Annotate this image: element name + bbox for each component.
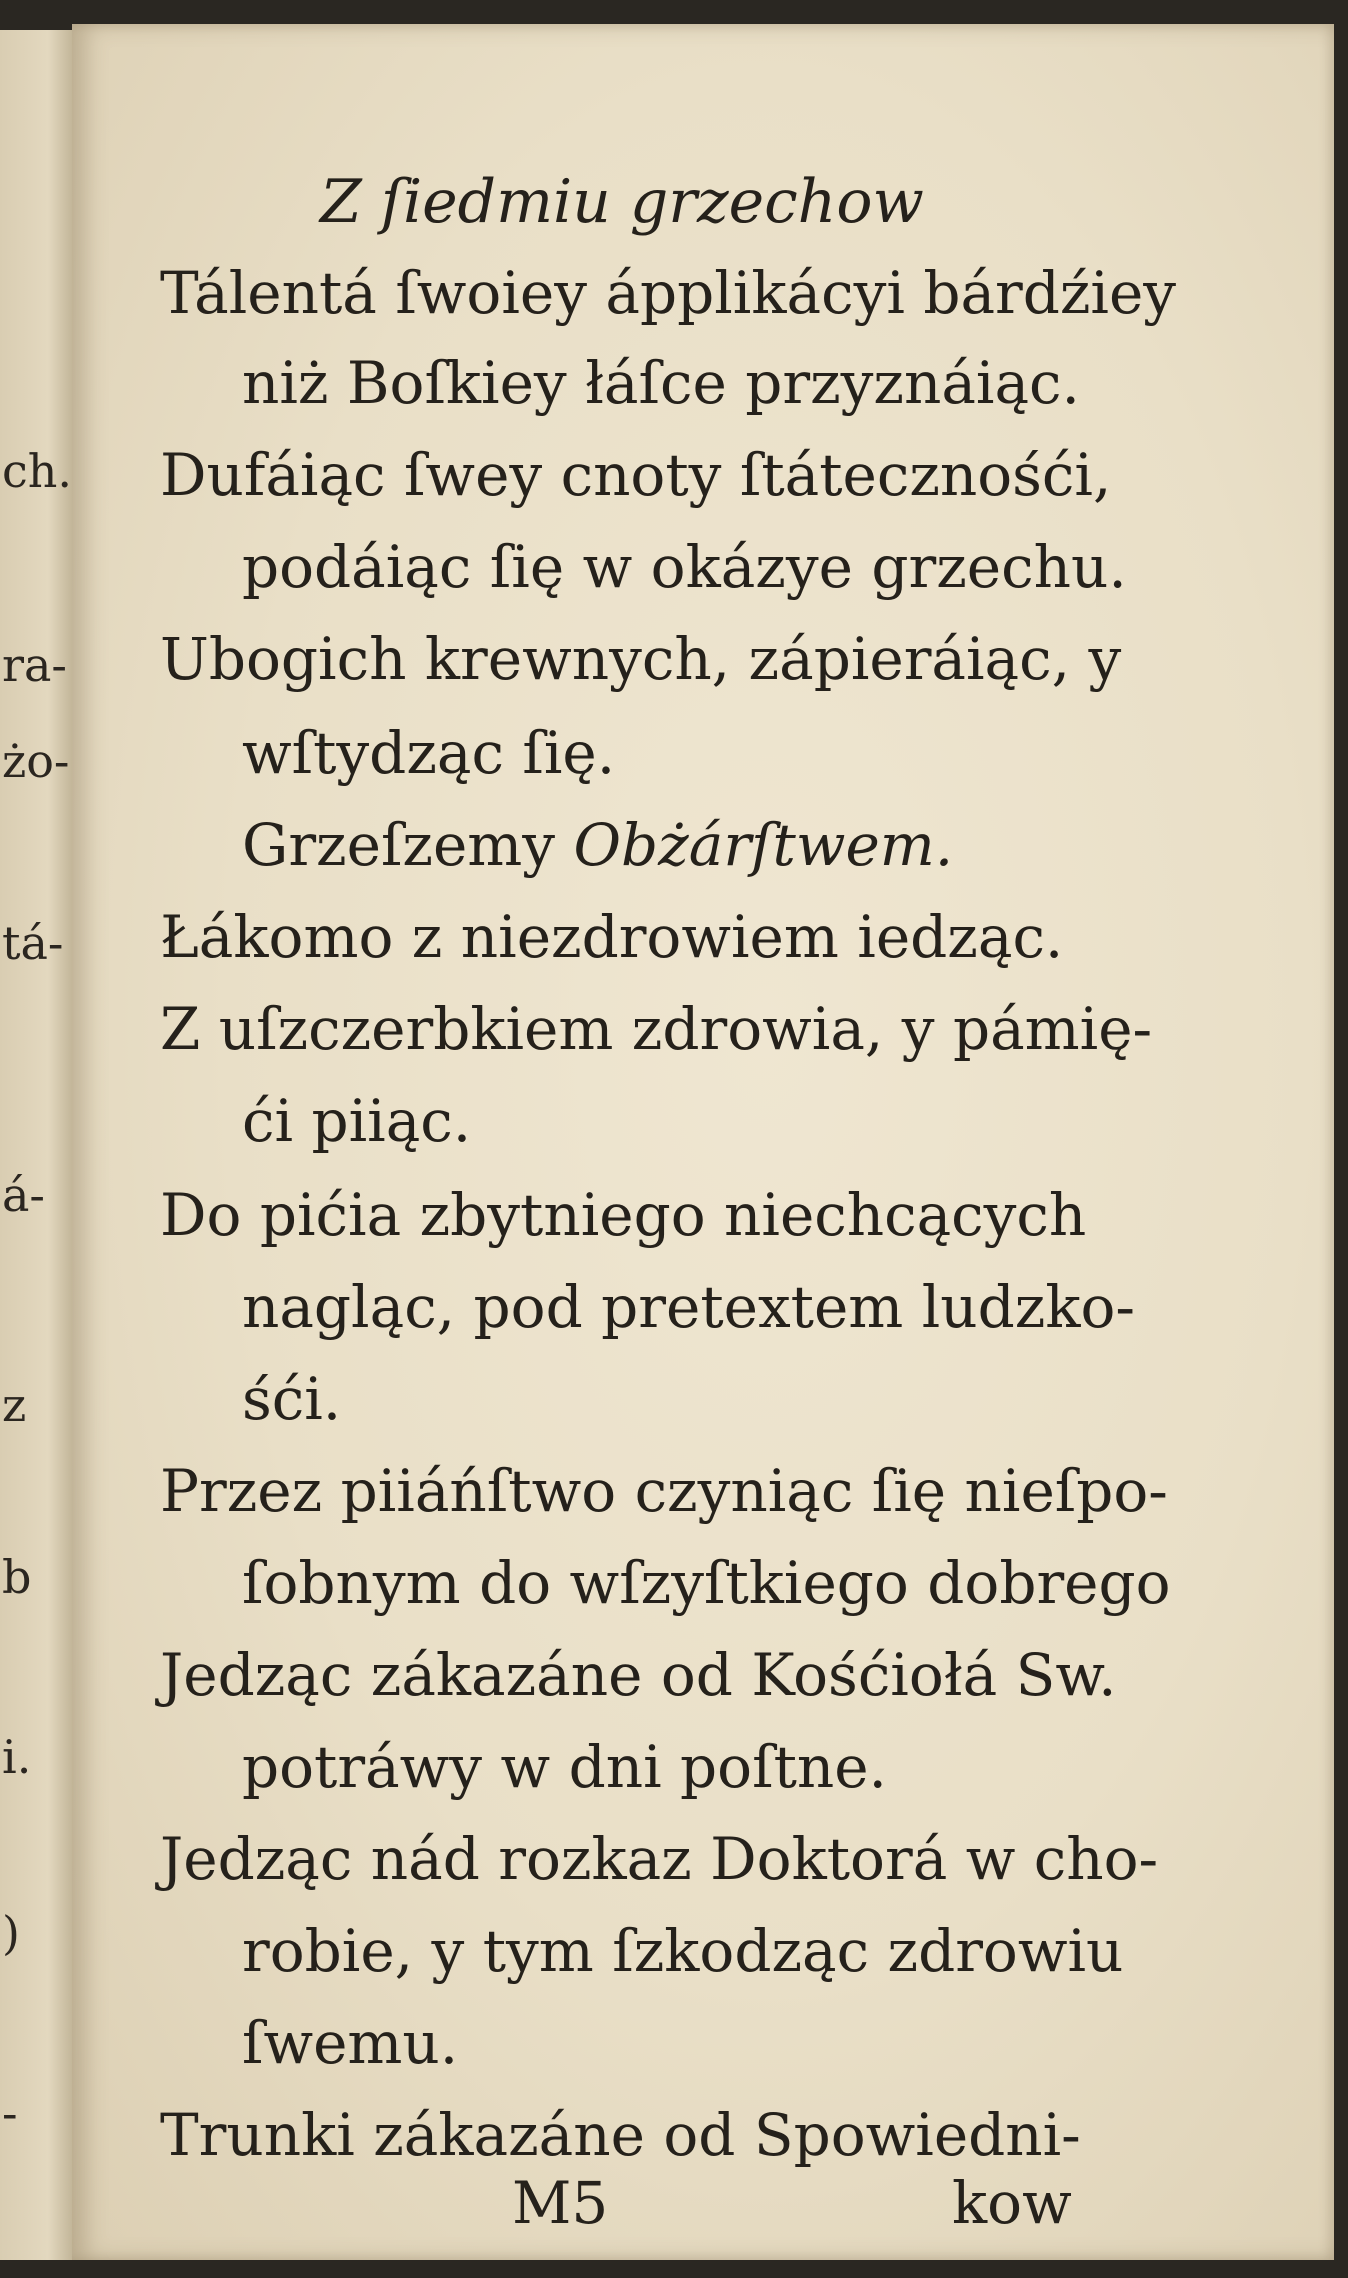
- text-line: Z uſzczerbkiem zdrowia, y pámię-: [160, 995, 1153, 1063]
- text-line: śći.: [242, 1365, 342, 1433]
- section-heading: [242, 811, 954, 879]
- margin-fragment: ch.: [2, 444, 73, 498]
- running-head: Z ſiedmiu grzechow: [320, 167, 924, 237]
- signature-mark: M5: [512, 2169, 609, 2237]
- margin-fragment: ra-: [2, 638, 67, 692]
- text-line: Do pićia zbytniego niechcących: [160, 1181, 1087, 1249]
- text-line: ſwemu.: [242, 2009, 459, 2077]
- text-line: niż Boſkiey łáſce przyznáiąc.: [242, 349, 1080, 417]
- margin-fragment: b: [2, 1550, 32, 1604]
- text-line: robie, y tym ſzkodząc zdrowiu: [242, 1917, 1124, 1985]
- previous-page-edge: [0, 30, 80, 2260]
- text-line: Dufáiąc ſwey cnoty ſtátecznośći,: [160, 441, 1112, 509]
- text-line: ći piiąc.: [242, 1087, 472, 1155]
- section-heading-roman: Grzeſzemy: [242, 811, 556, 879]
- text-line: Tálentá ſwoiey ápplikácyi bárdźiey: [160, 259, 1177, 327]
- text-line: Łákomo z niezdrowiem iedząc.: [160, 903, 1064, 971]
- page-leaf: [72, 24, 1334, 2260]
- margin-fragment: -: [2, 2086, 18, 2140]
- catchword: kow: [952, 2169, 1072, 2237]
- text-line: wſtydząc ſię.: [242, 719, 616, 787]
- text-line: ſobnym do wſzyſtkiego dobrego: [242, 1549, 1171, 1617]
- text-line: Jedząc nád rozkaz Doktorá w cho-: [160, 1825, 1159, 1893]
- section-heading-italic: Obżárſtwem.: [573, 811, 954, 879]
- text-line: Ubogich krewnych, zápieráiąc, y: [160, 625, 1122, 693]
- text-line: Przez piiáńſtwo czyniąc ſię nieſpo-: [160, 1457, 1168, 1525]
- margin-fragment: á-: [2, 1168, 45, 1222]
- margin-fragment: z: [2, 1378, 27, 1432]
- text-line: Jedząc zákazáne od Kośćiołá Sw.: [160, 1641, 1117, 1709]
- text-line: Trunki zákazáne od Spowiedni-: [160, 2101, 1081, 2169]
- margin-fragment: tá-: [2, 916, 64, 970]
- text-line: nagląc, pod pretextem ludzko-: [242, 1273, 1135, 1341]
- text-line: podáiąc ſię w okázye grzechu.: [242, 533, 1127, 601]
- margin-fragment: żo-: [2, 734, 70, 788]
- text-line: potráwy w dni poſtne.: [242, 1733, 887, 1801]
- margin-fragment: ): [2, 1906, 20, 1960]
- margin-fragment: i.: [2, 1730, 32, 1784]
